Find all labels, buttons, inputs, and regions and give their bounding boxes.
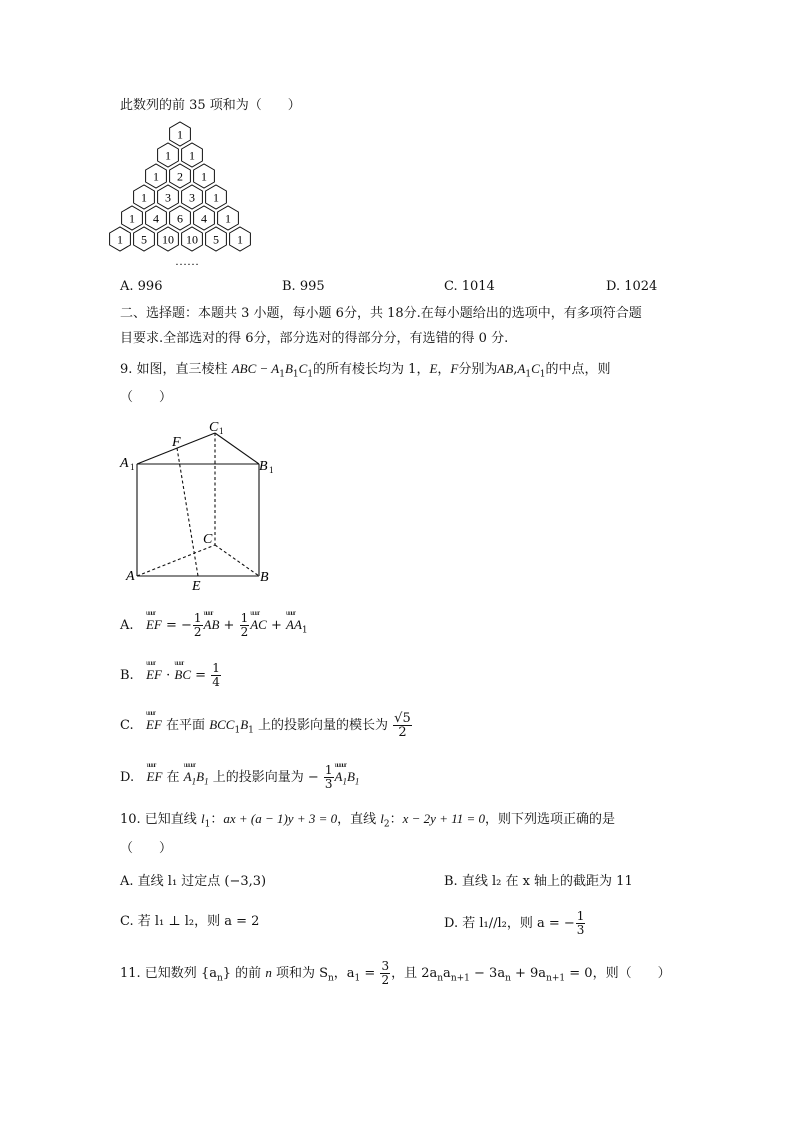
question-10-stem: 10. 已知直线 $l_1$：ax + (a − 1)y + 3 = 0，直线 $l_2$：x − 2y + 11 = 0，则下列选项正确的是 [120, 811, 616, 830]
q8-option-a[interactable]: A. 996 [120, 279, 163, 294]
pascal-value: 1 [153, 169, 159, 184]
pascal-value: 10 [186, 232, 198, 247]
pascal-value: 1 [177, 127, 183, 142]
label-A1: A [120, 456, 129, 471]
label-C: C [203, 532, 213, 547]
pascal-value: 5 [213, 232, 219, 247]
q8-option-b[interactable]: B. 995 [282, 279, 325, 294]
pascal-ellipsis: …… [175, 254, 199, 268]
pascal-value: 1 [117, 232, 123, 247]
pascal-value: 5 [141, 232, 147, 247]
q9-option-d[interactable]: D. uuur EF 在 uuuur $A_1B_1$ 上的投影向量为 − $\frac{1}{3}$ uuuur $A_1B_1$ [120, 761, 360, 791]
question-9-paren: （ ） [120, 390, 173, 405]
q9-option-c[interactable]: C. uuur EF 在平面 $BCC_1B_1$ 上的投影向量的模长为 $\frac{√5}{2}$ [120, 709, 411, 740]
question-10-paren: （ ） [120, 841, 173, 856]
section-header-line2: 目要求.全部选对的得 6分，部分选对的得部分分，有选错的得 0 分. [120, 331, 509, 346]
pascal-value: 1 [225, 211, 231, 226]
label-B: B [260, 570, 269, 585]
question-11-stem: 11. 已知数列 $\{a_n\}$ 的前 n 项和为 $S_n$，$a_1$ = $\frac{3}{2}$ ，且 $2a_na_{n+1} - 3a_n + 9a_{n+1} = 0$，则（ ） [120, 959, 671, 987]
q9-option-b[interactable]: B. uuur EF · uuur BC = $\frac{1}{4}$ [120, 659, 220, 689]
question-9-stem: 9. 如图，直三棱柱 ABC − $A_1B_1C_1$的所有棱长均为 1，E，F分别为$AB,A_1C_1$的中点，则 [120, 361, 611, 380]
svg-text:1: 1 [219, 426, 224, 436]
svg-text:1: 1 [130, 462, 135, 472]
q10-option-b[interactable]: B. 直线 l₂ 在 x 轴上的截距为 11 [444, 874, 633, 889]
pascal-value: 1 [237, 232, 243, 247]
pascal-value: 3 [189, 190, 195, 205]
q8-option-d[interactable]: D. 1024 [606, 279, 658, 294]
label-E: E [192, 579, 201, 594]
prism-figure [118, 415, 288, 595]
section-header-line1: 二、选择题：本题共 3 小题，每小题 6分，共 18分.在每小题给出的选项中，有多项符合题 [120, 306, 642, 321]
q10-option-a[interactable]: A. 直线 l₁ 过定点 (−3,3) [120, 874, 267, 889]
label-F: F [172, 435, 181, 450]
q9-option-a[interactable]: A. uuur EF = − $\frac{1}{2}$ uuur AB + $\frac{1}{2}$ uuur AC + uuur $AA_1$ [120, 609, 308, 639]
pascal-value: 1 [141, 190, 147, 205]
label-A: A [126, 569, 135, 584]
q10-option-c[interactable]: C. 若 l₁ ⊥ l₂，则 a = 2 [120, 914, 260, 929]
q10-option-d[interactable]: D. 若 l₁//l₂，则 a = − $\frac{1}{3}$ [444, 909, 585, 937]
pascal-value: 1 [201, 169, 207, 184]
pascal-value: 3 [165, 190, 171, 205]
pascal-value: 10 [162, 232, 174, 247]
q8-option-c[interactable]: C. 1014 [444, 279, 495, 294]
pascal-value: 1 [189, 148, 195, 163]
pascal-value: 1 [165, 148, 171, 163]
pascal-hexagon-figure [118, 122, 278, 267]
svg-text:1: 1 [269, 465, 274, 475]
pascal-value: 4 [153, 211, 159, 226]
question-8-tail: 此数列的前 35 项和为（ ） [120, 98, 301, 113]
pascal-value: 4 [201, 211, 207, 226]
pascal-value: 1 [129, 211, 135, 226]
label-B1: B [259, 459, 268, 474]
pascal-value: 6 [177, 211, 183, 226]
pascal-value: 2 [177, 169, 183, 184]
pascal-value: 1 [213, 190, 219, 205]
label-C1: C [209, 420, 219, 435]
